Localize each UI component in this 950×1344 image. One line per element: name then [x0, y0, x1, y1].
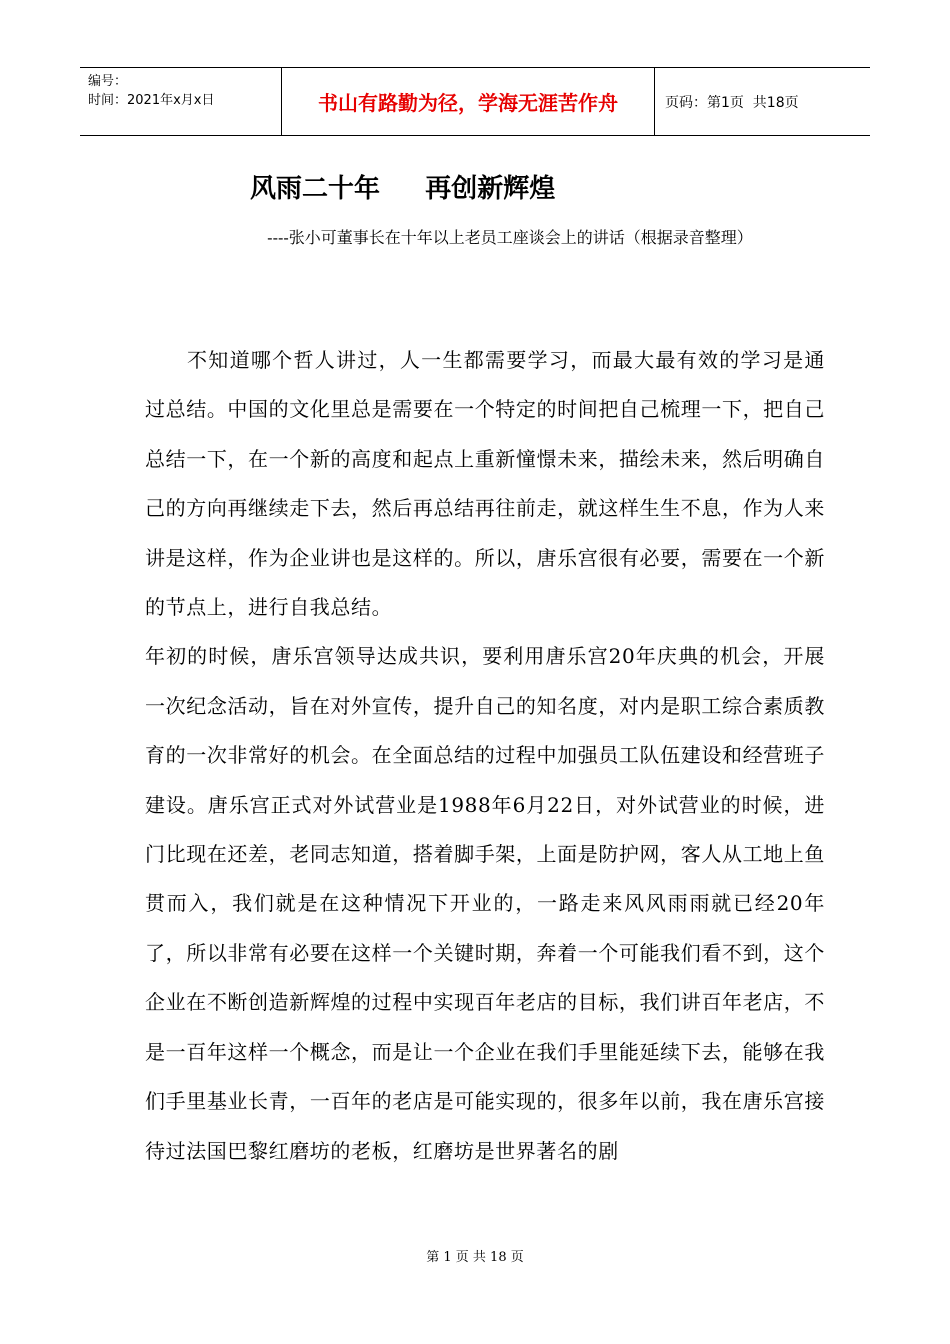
- article-body: [145, 336, 825, 1176]
- paragraph-2: 年初的时候，唐乐宫领导达成共识，要利用唐乐宫20年庆典的机会，开展一次纪念活动，旨在对外宣传，提升自己的知名度，对内是职工综合素质教育的一次非常好的机会。在全面总结的过程中加强员工队伍建设和经营班子建设。唐乐宫正式对外试营业是1988年6月22日，对外试营业的时候，进门比现在还差，老同志知道，搭着脚手架，上面是防护网，客人从工地上鱼贯而入，我们就是在这种情况下开业的，一路走来风风雨雨就已经20年了，所以非常有必要在这样一个关键时期，奔着一个可能我们看不到，这个企业在不断创造新辉煌的过程中实现百年老店的目标，我们讲百年老店，不是一百年这样一个概念，而是让一个企业在我们手里能延续下去，能够在我们手里基业长青，一百年的老店是可能实现的，很多年以前，我在唐乐宫接待过法国巴黎红磨坊的老板，红磨坊是世界著名的剧: [145, 644, 825, 1163]
- header-page-info: [655, 68, 870, 135]
- page-info-text: 页码：第1页 共18页: [665, 94, 799, 111]
- header-meta: [80, 68, 281, 135]
- document-date: 时间：2021年x月x日: [88, 93, 215, 108]
- paragraph-1: 不知道哪个哲人讲过，人一生都需要学习，而最大最有效的学习是通过总结。中国的文化里总是需要在一个特定的时间把自己梳理一下，把自己总结一下，在一个新的高度和起点上重新憧憬未来，描绘未来，然后明确自己的方向再继续走下去，然后再总结再往前走，就这样生生不息，作为人来讲是这样，作为企业讲也是这样的。所以，唐乐宫很有必要，需要在一个新的节点上，进行自我总结。: [145, 348, 825, 620]
- header-motto: 书山有路勤为径，学海无涯苦作舟: [281, 68, 655, 135]
- page-footer: 第 1 页 共 18 页: [426, 1250, 524, 1265]
- document-header: [80, 67, 870, 136]
- article-subtitle: ----张小可董事长在十年以上老员工座谈会上的讲话（根据录音整理）: [267, 228, 753, 247]
- document-number-label: 编号：: [88, 74, 128, 89]
- article-title: 风雨二十年 再创新辉煌: [250, 174, 556, 204]
